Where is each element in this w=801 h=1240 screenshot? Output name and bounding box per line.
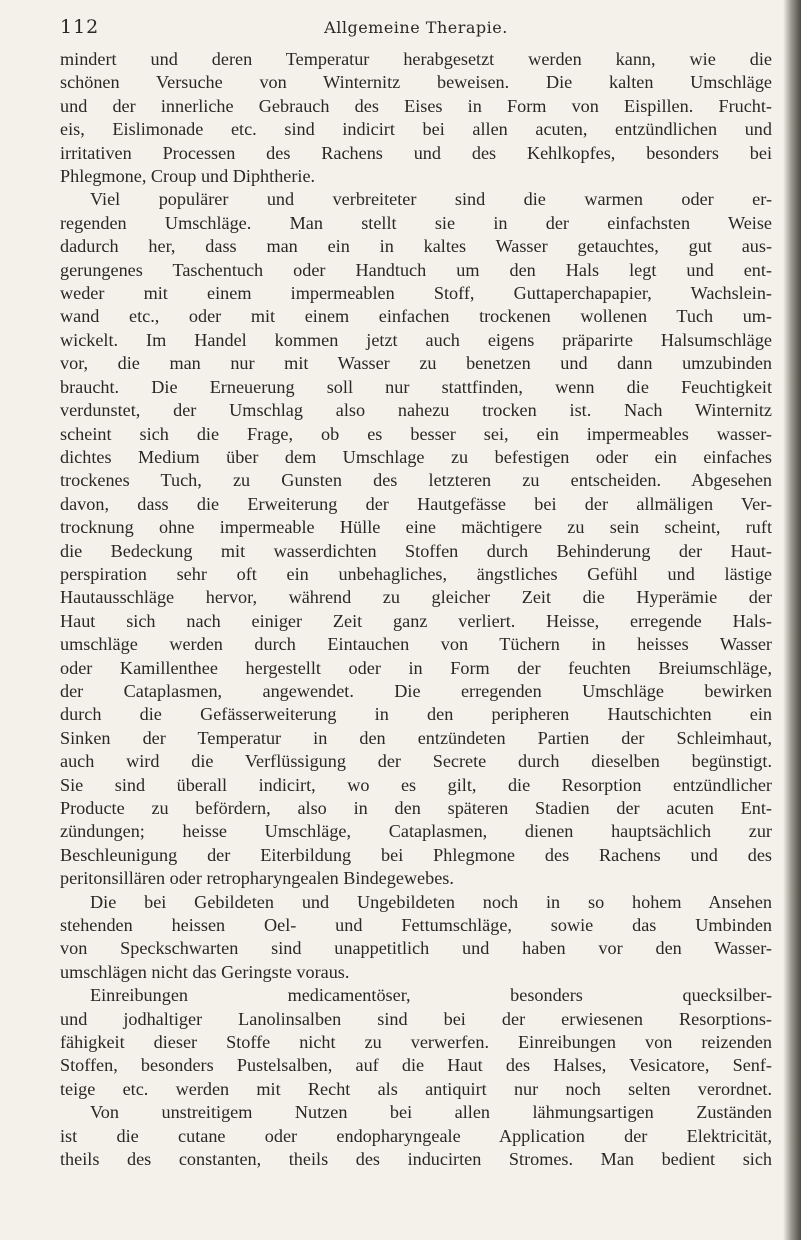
text-line: ist die cutane oder endopharyngeale Application der Elektricität,	[60, 1125, 772, 1146]
text-line: vor, die man nur mit Wasser zu benetzen und dann umzubinden	[60, 353, 772, 374]
text-line: wickelt. Im Handel kommen jetzt auch eigens präparirte Halsumschläge	[60, 329, 772, 350]
text-line: teige etc. werden mit Recht als antiquirt nur noch selten verordnet.	[60, 1078, 772, 1099]
text-line: davon, dass die Erweiterung der Hautgefässe bei der allmäligen Ver-	[60, 493, 772, 514]
text-line: oder Kamillenthee hergestellt oder in Form der feuchten Breiumschläge,	[60, 657, 772, 678]
text-line: zündungen; heisse Umschläge, Cataplasmen, dienen hauptsächlich zur	[60, 821, 772, 842]
text-line: schönen Versuche von Winternitz beweisen. Die kalten Umschläge	[60, 72, 772, 93]
text-line: Producte zu befördern, also in den späteren Stadien der acuten Ent-	[60, 798, 772, 818]
text-line: trocknung ohne impermeable Hülle eine mächtigere zu sein scheint, ruft	[60, 517, 772, 538]
text-line: regenden Umschläge. Man stellt sie in der einfachsten Weise	[60, 212, 772, 233]
text-line: braucht. Die Erneuerung soll nur stattfinden, wenn die Feuchtigkeit	[60, 376, 772, 397]
text-line: dichtes Medium über dem Umschlage zu befestigen oder ein einfaches	[60, 446, 772, 467]
page-edge-shadow	[783, 0, 801, 1240]
text-line: fähigkeit dieser Stoffe nicht zu verwerfen. Einreibungen von reizenden	[60, 1032, 772, 1053]
text-line: auch wird die Verflüssigung der Secrete durch dieselben begünstigt.	[60, 751, 772, 772]
text-line: der Cataplasmen, angewendet. Die erregenden Umschläge bewirken	[60, 680, 772, 701]
text-line: und der innerliche Gebrauch des Eises in Form von Eispillen. Frucht-	[60, 95, 772, 116]
text-line: verdunstet, der Umschlag also nahezu trocken ist. Nach Winternitz	[60, 400, 772, 421]
page-number: 112	[60, 16, 100, 38]
text-line: dadurch her, dass man ein in kaltes Wasser getauchtes, gut aus-	[60, 236, 772, 257]
running-head	[60, 16, 772, 44]
text-line: mindert und deren Temperatur herabgesetzt werden kann, wie die	[60, 49, 772, 69]
text-line: gerungenes Taschentuch oder Handtuch um den Hals legt und ent-	[60, 259, 772, 280]
text-line: scheint sich die Frage, ob es besser sei, ein impermeables wasser-	[60, 423, 772, 444]
text-line: Stoffen, besonders Pustelsalben, auf die Haut des Halses, Vesicatore, Senf-	[60, 1055, 772, 1076]
text-line: Von unstreitigem Nutzen bei allen lähmungsartigen Zuständen	[90, 1102, 772, 1123]
text-line: Einreibungen medicamentöser, besonders quecksilber-	[90, 985, 772, 1006]
text-line: und jodhaltiger Lanolinsalben sind bei der erwiesenen Resorptions-	[60, 1008, 772, 1029]
text-line: Die bei Gebildeten und Ungebildeten noch in so hohem Ansehen	[90, 891, 772, 912]
text-line: Hautausschläge hervor, während zu gleicher Zeit die Hyperämie der	[60, 587, 772, 608]
text-line: Sie sind überall indicirt, wo es gilt, die Resorption entzündlicher	[60, 774, 772, 795]
text-line: Phlegmone, Croup und Diphtherie.	[60, 166, 316, 187]
text-line: umschläge werden durch Eintauchen von Tüchern in heisses Wasser	[60, 634, 772, 655]
text-line: theils des constanten, theils des inducirten Stromes. Man bedient sich	[60, 1149, 772, 1170]
running-title: Allgemeine Therapie.	[324, 18, 508, 37]
text-line: irritativen Processen des Rachens und des Kehlkopfes, besonders bei	[60, 142, 772, 163]
text-line: perspiration sehr oft ein unbehagliches, ängstliches Gefühl und lästige	[60, 563, 772, 584]
body-text	[60, 48, 772, 1172]
text-line: stehenden heissen Oel- und Fettumschläge, sowie das Umbinden	[60, 915, 772, 936]
text-line: Haut sich nach einiger Zeit ganz verliert. Heisse, erregende Hals-	[60, 610, 772, 631]
text-line: umschlägen nicht das Geringste voraus.	[60, 961, 350, 982]
text-line: trockenes Tuch, zu Gunsten des letzteren zu entscheiden. Abgesehen	[60, 470, 772, 491]
text-line: peritonsillären oder retropharyngealen Bindegewebes.	[60, 868, 454, 889]
text-line: Viel populärer und verbreiteter sind die warmen oder er-	[90, 189, 772, 210]
book-page	[60, 16, 772, 1172]
text-line: von Speckschwarten sind unappetitlich und haben vor den Wasser-	[60, 938, 772, 959]
text-line: Beschleunigung der Eiterbildung bei Phlegmone des Rachens und des	[60, 844, 772, 865]
text-line: wand etc., oder mit einem einfachen trockenen wollenen Tuch um-	[60, 306, 772, 327]
text-line: die Bedeckung mit wasserdichten Stoffen durch Behinderung der Haut-	[60, 540, 772, 561]
text-line: durch die Gefässerweiterung in den peripheren Hautschichten ein	[60, 704, 772, 725]
text-line: Sinken der Temperatur in den entzündeten Partien der Schleimhaut,	[60, 727, 772, 748]
text-line: eis, Eislimonade etc. sind indicirt bei allen acuten, entzündlichen und	[60, 119, 772, 140]
text-line: weder mit einem impermeablen Stoff, Guttaperchapapier, Wachslein-	[60, 283, 772, 304]
